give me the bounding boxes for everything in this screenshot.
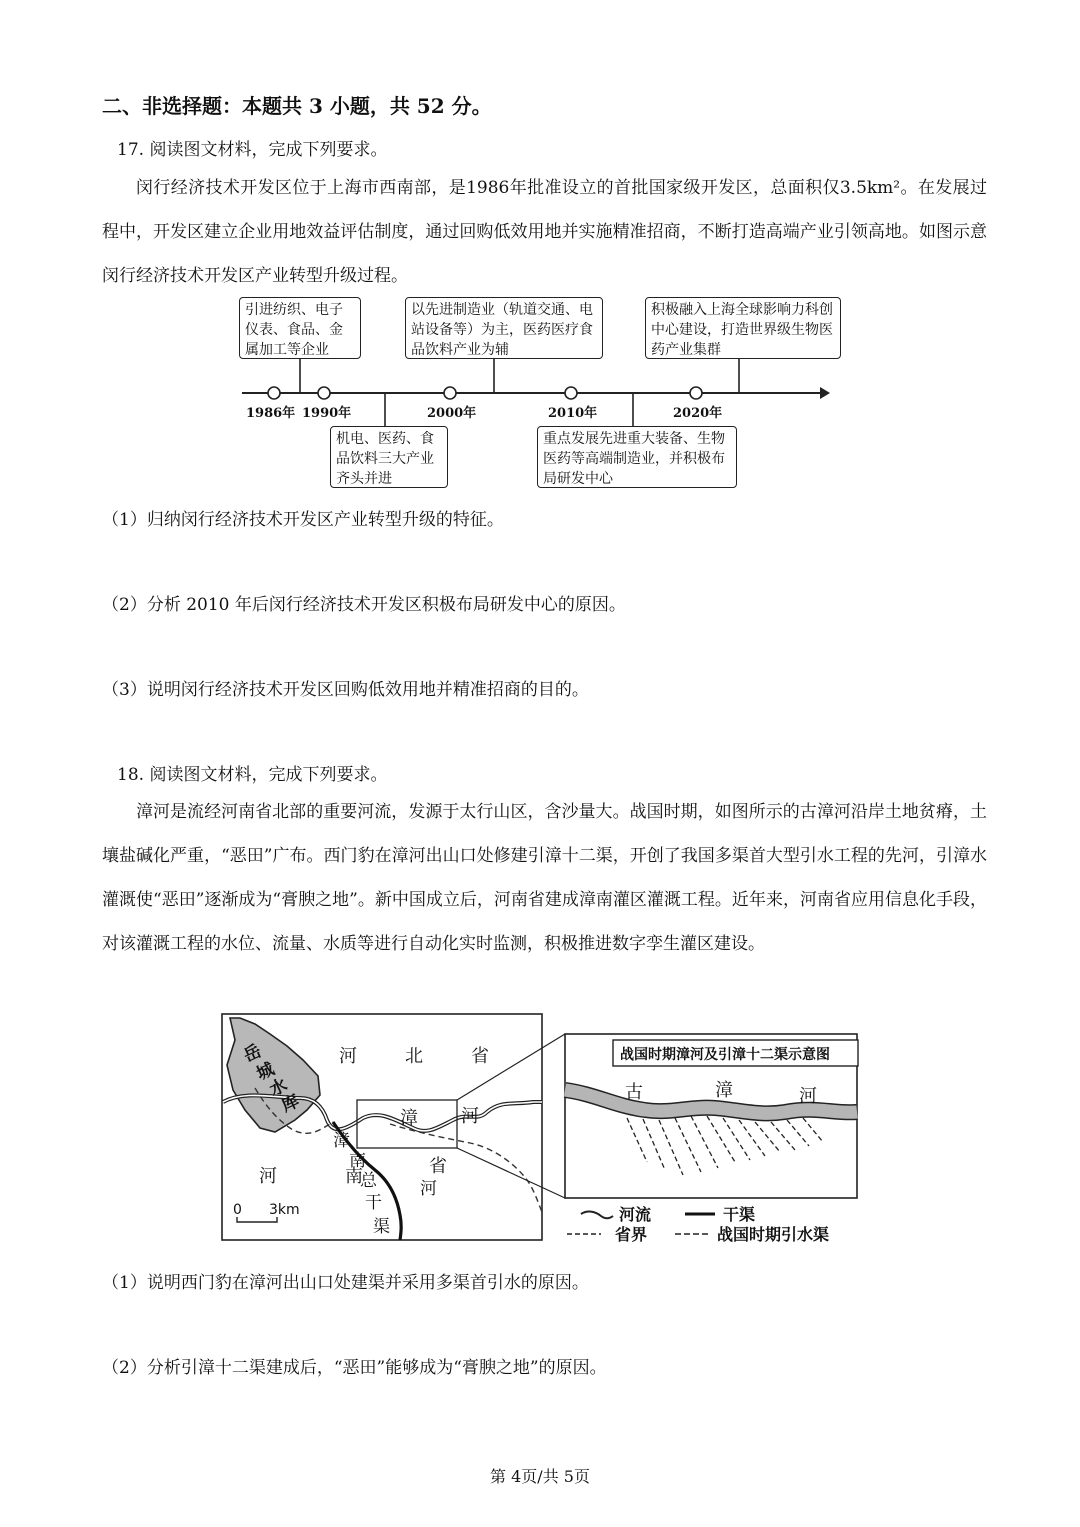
q18-sub1: （1）说明西门豹在漳河出山口处建渠并采用多渠首引水的原因。	[102, 1273, 589, 1293]
page-footer: 第 4页/共 5页	[490, 1467, 590, 1486]
timeline-box-1990s: 机电、医药、食品饮料三大产业齐头并进	[330, 426, 448, 488]
legend-border-label: 省界	[615, 1225, 648, 1244]
year-label-2000: 2000年	[427, 406, 477, 421]
hebei-char-3: 省	[471, 1046, 489, 1067]
inset-title: 战国时期漳河及引漳十二渠示意图	[620, 1047, 830, 1063]
henan-he-extra: 河	[420, 1179, 437, 1199]
inset-river-char-2: 漳	[715, 1080, 733, 1101]
canal-char-1: 漳	[333, 1131, 350, 1151]
legend-river-glyph	[581, 1212, 613, 1219]
section-title: 二、非选择题：本题共 3 小题，共 52 分。	[102, 94, 492, 118]
legend-river-label: 河流	[619, 1205, 652, 1224]
year-label-1990: 1990年	[302, 406, 352, 421]
legend-ancient-canal-label: 战国时期引水渠	[717, 1225, 830, 1244]
q17-sub1: （1）归纳闵行经济技术开发区产业转型升级的特征。	[102, 510, 504, 530]
reservoir-label-3: 水	[266, 1075, 291, 1101]
q17-material: 闵行经济技术开发区位于上海市西南部，是1986年批准设立的首批国家级开发区，总面积仅3.5km²。在发展过程中，开发区建立企业用地效益评估制度，通过回购低效用地并实施精准招商，不断打造高端产业引领高地。如图示意闵行经济技术开发区产业转型升级过程。	[102, 178, 987, 286]
q18-sub2: （2）分析引漳十二渠建成后，“恶田”能够成为“膏腴之地”的原因。	[102, 1358, 607, 1378]
q17-title: 17. 阅读图文材料，完成下列要求。	[117, 140, 388, 160]
map-svg	[215, 1010, 865, 1250]
q17-timeline-figure	[230, 295, 833, 495]
timeline-box-1986: 引进纺织、电子仪表、食品、金属加工等企业	[239, 297, 361, 359]
zhang-river-char-2: 河	[461, 1106, 479, 1127]
timeline-box-2010s: 重点发展先进重大装备、生物医药等高端制造业，并积极布局研发中心	[537, 426, 737, 488]
reservoir-label-2: 城	[253, 1059, 278, 1085]
year-marker-1990	[318, 387, 330, 399]
year-marker-2000	[444, 387, 456, 399]
henan-char-3: 省	[429, 1156, 447, 1177]
canal-char-3: 总	[360, 1171, 377, 1191]
henan-char-1: 河	[259, 1166, 277, 1187]
hebei-char-2: 北	[405, 1046, 423, 1067]
year-marker-2020	[690, 387, 702, 399]
year-marker-1986	[268, 387, 280, 399]
year-label-2020: 2020年	[673, 406, 723, 421]
reservoir-label-4: 库	[278, 1091, 303, 1117]
reservoir-label-1: 岳	[240, 1041, 265, 1067]
q17-sub3: （3）说明闵行经济技术开发区回购低效用地并精准招商的目的。	[102, 680, 589, 700]
timeline-box-2000: 以先进制造业（轨道交通、电站设备等）为主，医药医疗食品饮料产业为辅	[405, 297, 603, 359]
year-label-2010: 2010年	[548, 406, 598, 421]
hebei-char-1: 河	[339, 1046, 357, 1067]
canal-char-4: 干	[365, 1193, 382, 1213]
scale-unit: 3km	[269, 1202, 300, 1218]
q17-sub2: （2）分析 2010 年后闵行经济技术开发区积极布局研发中心的原因。	[102, 595, 626, 615]
canal-char-5: 渠	[373, 1217, 390, 1237]
inset-river-char-3: 河	[799, 1086, 817, 1107]
legend-canal-label: 干渠	[723, 1205, 756, 1224]
scale-zero: 0	[233, 1202, 242, 1218]
year-label-1986: 1986年	[246, 406, 296, 421]
q18-material: 漳河是流经河南省北部的重要河流，发源于太行山区，含沙量大。战国时期，如图所示的古漳河沿岸土地贫瘠，土壤盐碱化严重，“恶田”广布。西门豹在漳河出山口处修建引漳十二渠，开创了我国多渠首大型引水工程的先河，引漳水灌溉使“恶田”逐渐成为“膏腴之地”。新中国成立后，河南省建成漳南灌区灌溉工程。近年来，河南省应用信息化手段，对该灌溉工程的水位、流量、水质等进行自动化实时监测，积极推进数字孪生灌区建设。	[102, 802, 987, 954]
canal-char-2: 南	[349, 1151, 366, 1171]
inset-river-char-1: 古	[625, 1082, 643, 1103]
timeline-box-2020: 积极融入上海全球影响力科创中心建设，打造世界级生物医药产业集群	[645, 297, 841, 359]
q18-title: 18. 阅读图文材料，完成下列要求。	[117, 765, 388, 785]
year-marker-2010	[565, 387, 577, 399]
henan-char-2: 南	[345, 1166, 363, 1187]
timeline-arrowhead	[820, 387, 830, 399]
zhang-river-char-1: 漳	[400, 1108, 418, 1129]
q18-map-figure	[215, 1010, 865, 1250]
